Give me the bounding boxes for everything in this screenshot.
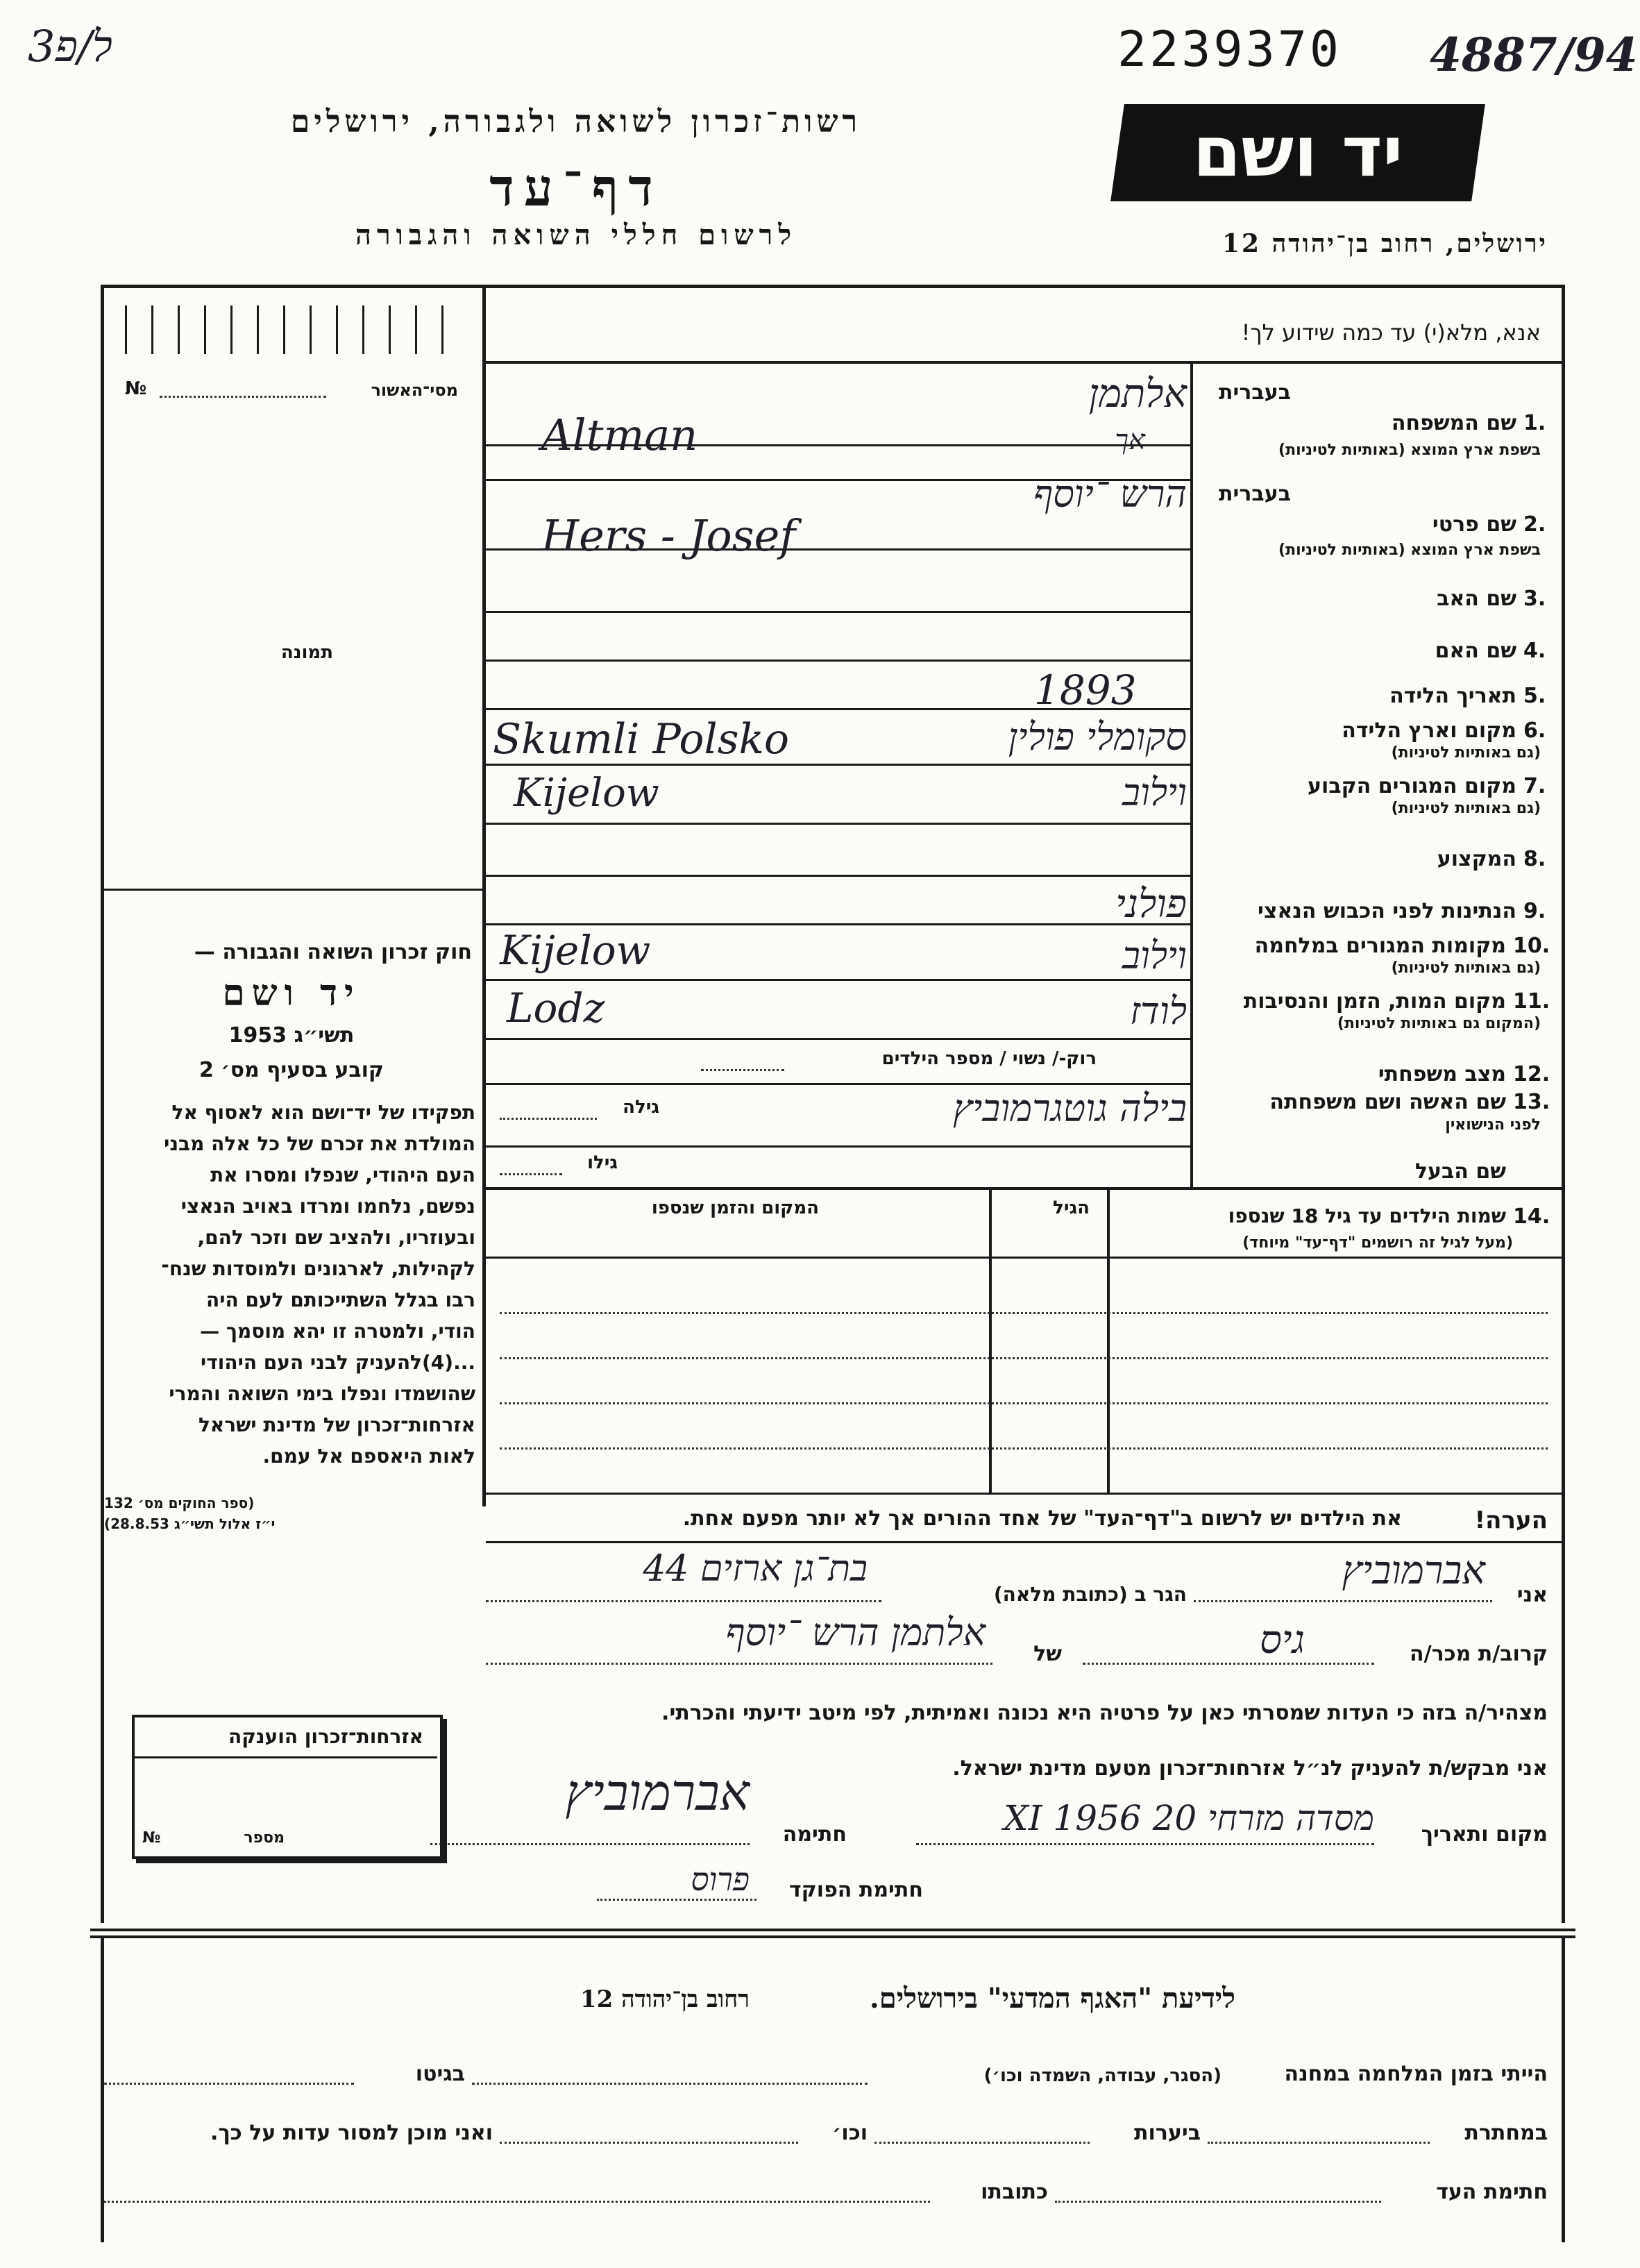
form-intro: אנא, מלא(י) עד כמה שידוע לך! xyxy=(1241,319,1541,346)
law-text: תפקידו של יד־ושם הוא לאסוף אל המולדת את זכרם של כל אלה מבני העם היהודי, שנפלו ומסרו את נפשם, נלחמו ומרדו באויב הנאצי ובעוזריו, ולהציב שם וזכר להם, לקהילות, לארגונים ולמוסדות שנח־ רבו בגלל השתייכותם לעם היה הודי, ולמטרה זו יהא מוסמך — ...(4)להעניק לבני העם היהודי שהושמדו ונפלו בימי השואה והמרי אזרחות־זכרון של מדינת ישראל לאות היאספם אל עמם. xyxy=(161,1101,475,1468)
footer-willing-label: ואני מוכן למסור עדות על כך. xyxy=(210,2121,493,2145)
children-place-col: המקום והזמן שנספו xyxy=(651,1198,819,1218)
decl-request: אני מבקש/ת להעניק לנ״ל אזרחות־זכרון מטעם מדינת ישראל. xyxy=(952,1756,1548,1781)
decl-relative-label: קרוב/ת מכר/ה xyxy=(1410,1642,1548,1666)
entry-surname-mark: אך xyxy=(1115,424,1145,456)
in-hebrew-1: בעברית xyxy=(1219,380,1291,405)
law-heading: חוק זכרון השואה והגבורה — xyxy=(194,940,472,964)
decl-of-name-hw: אלתמן הרש ־יוסף xyxy=(725,1611,986,1654)
footer-witness-sign-label: חתימת העד xyxy=(1436,2180,1548,2204)
entry-wartime-lat: Kijelow xyxy=(500,927,651,974)
citizenship-box-number: מספר xyxy=(244,1829,285,1847)
wife-age-label: גילה xyxy=(623,1097,659,1118)
field-3-label: שם האב xyxy=(1437,587,1516,611)
footer-witness-address-label: כתובתו xyxy=(981,2180,1048,2204)
field-6-label: מקום וארץ הלידה xyxy=(1342,719,1516,743)
entry-surname-lat: Altman xyxy=(541,410,698,460)
field-5-label: תאריך הלידה xyxy=(1389,684,1516,708)
place-date-hw: מסדה מזרחי 20 XI 1956 xyxy=(1004,1798,1374,1838)
entry-given-he: הרש ־יוסף xyxy=(1033,472,1187,516)
citizenship-box-no: № xyxy=(142,1829,161,1847)
field-11-sub: (המקום גם באותיות לטיניות) xyxy=(1337,1015,1541,1032)
archive-mark: 3ל/פ xyxy=(28,21,112,72)
field-12-label: מצב משפחתי xyxy=(1378,1062,1506,1086)
note-label: הערה! xyxy=(1474,1506,1548,1534)
children-sub: (מעל לגיל זה רושמים "דף־עד" מיוחד) xyxy=(1242,1234,1513,1252)
field-1-sub: בשפת ארץ המוצא (באותיות לטיניות) xyxy=(1278,442,1541,459)
in-hebrew-2: בעברית xyxy=(1219,482,1291,506)
entry-nationality: פולני xyxy=(1115,882,1187,927)
registration-boxes xyxy=(125,305,444,354)
decl-i-am: אני xyxy=(1516,1583,1548,1607)
marital-options: רוק-/ נשוי / מספר הילדים xyxy=(881,1048,1097,1069)
footer-etc-label: וכו׳ xyxy=(832,2121,868,2145)
law-section: קובע בסעיף מס׳ 2 xyxy=(198,1058,384,1082)
handwritten-number: 4887/94 xyxy=(1430,28,1638,82)
field-3-num: 3. xyxy=(1523,587,1546,611)
field-6-sub: (גם באותיות לטיניות) xyxy=(1391,744,1541,762)
law-year: תשי״ג 1953 xyxy=(228,1023,355,1048)
field-11-num: 11. xyxy=(1513,989,1550,1014)
decl-resident-label: הגר ב (כתובת מלאה) xyxy=(993,1583,1187,1606)
decl-statement: מצהיר/ה בזה כי העדות שמסרתי כאן על פרטיה היא נכונה ואמיתית, לפי מיטב ידיעתי והכרתי. xyxy=(661,1701,1548,1725)
field-1-num: 1. xyxy=(1523,411,1546,435)
field-1-label: שם המשפחה xyxy=(1391,411,1516,435)
field-5-num: 5. xyxy=(1523,684,1546,708)
field-10-sub: (גם באותיות לטיניות) xyxy=(1391,959,1541,977)
husband-age-label: גילו xyxy=(587,1152,618,1173)
decl-relation-hw: גיס xyxy=(1259,1618,1305,1663)
entry-residence-he: וילוב xyxy=(1122,771,1187,814)
footer-ghetto-label: בגיטו xyxy=(415,2062,465,2086)
place-date-label: מקום ותאריך xyxy=(1421,1822,1548,1847)
entry-birthplace-he: סקומלי פולין xyxy=(1008,715,1187,759)
field-8-num: 8. xyxy=(1523,847,1546,871)
children-label: שמות הילדים עד גיל 18 שנספו xyxy=(1228,1204,1506,1227)
entry-birthplace-lat: Skumli Polsko xyxy=(493,715,789,764)
field-13-sub: לפני הנישואין xyxy=(1445,1116,1541,1134)
husband-label: שם הבעל xyxy=(1414,1159,1506,1184)
signature-label: חתימה xyxy=(782,1822,847,1847)
officer-signature-hw: פרוס xyxy=(691,1860,750,1898)
entry-residence-lat: Kijelow xyxy=(514,771,659,816)
field-2-label: שם פרטי xyxy=(1432,512,1516,537)
decl-address-hw: בת־גן ארזים 44 xyxy=(643,1548,868,1590)
children-num: 14. xyxy=(1513,1204,1550,1229)
header-address: ירושלים, רחוב בן־יהודה 12 xyxy=(1221,229,1548,258)
form-subtitle: לרשום חללי השואה והגבורה xyxy=(355,219,797,251)
signature-hw: אברמוביץ xyxy=(565,1763,750,1822)
entry-death-lat: Lodz xyxy=(507,984,605,1032)
field-7-num: 7. xyxy=(1523,774,1546,798)
children-age-col: הגיל xyxy=(1053,1198,1090,1218)
field-13-label: שם האשה ושם משפחתה xyxy=(1269,1090,1506,1114)
entry-wartime-he: וילוב xyxy=(1122,934,1187,977)
form-title: דף־עד xyxy=(489,158,663,218)
field-10-num: 10. xyxy=(1513,934,1550,958)
decl-name-hw: אברמוביץ xyxy=(1342,1548,1485,1593)
field-2-num: 2. xyxy=(1523,512,1546,537)
field-4-label: שם האם xyxy=(1435,639,1516,663)
entry-surname-he: אלתמן xyxy=(1088,371,1187,417)
footer-underground-label: במחתרת xyxy=(1464,2121,1548,2145)
field-2-sub: בשפת ארץ המוצא (באותיות לטיניות) xyxy=(1278,541,1541,559)
footer-camp-types: (הסגר, עבודה, השמדה וכו׳) xyxy=(983,2065,1221,2086)
photo-label: תמונה xyxy=(280,642,333,663)
field-11-label: מקום המות, הזמן והנסיבות xyxy=(1243,989,1506,1014)
footer-forests-label: ביערות xyxy=(1134,2121,1201,2145)
footer-title: לידיעת "האגף המדעי" בירושלים. xyxy=(869,1982,1235,2015)
field-12-num: 12. xyxy=(1513,1062,1550,1086)
logo-text: יד ושם xyxy=(1192,111,1403,192)
law-source: (ספר החוקים מס׳ 132 י״ז אלול תשי״ג 28.8.53) xyxy=(104,1495,276,1532)
entry-given-lat: Hers - Josef xyxy=(541,510,796,561)
field-7-sub: (גם באותיות לטיניות) xyxy=(1391,800,1541,817)
field-9-num: 9. xyxy=(1523,899,1546,923)
decl-of-label: של xyxy=(1033,1642,1062,1666)
field-13-num: 13. xyxy=(1513,1090,1550,1114)
citizenship-box-title: אזרחות־זכרון הוענקה xyxy=(228,1725,423,1748)
officer-signature-label: חתימת הפוקד xyxy=(789,1878,923,1902)
footer-address: רחוב בן־יהודה 12 xyxy=(580,1985,750,2013)
entry-death-he: לודז xyxy=(1129,989,1187,1033)
field-8-label: המקצוע xyxy=(1437,847,1516,871)
reg-no-sign: № xyxy=(125,378,147,399)
reg-no-label: מסי־האשור xyxy=(371,380,458,400)
document-number: 2239370 xyxy=(1117,21,1342,78)
field-10-label: מקומות המגורים במלחמה xyxy=(1254,934,1506,958)
authority-title: רשות־זכרון לשואה ולגבורה, ירושלים xyxy=(290,104,862,140)
footer-camp-label: הייתי בזמן המלחמה במחנה xyxy=(1284,2062,1548,2086)
field-4-num: 4. xyxy=(1523,639,1546,663)
entry-wife: בילה גוטגרמוביץ xyxy=(953,1086,1187,1130)
entry-birth-date: 1893 xyxy=(1034,666,1137,714)
note-text: את הילדים יש לרשום ב"דף־העד" של אחד ההורים אך לא יותר מפעם אחת. xyxy=(682,1506,1402,1531)
field-6-num: 6. xyxy=(1523,719,1546,743)
field-7-label: מקום המגורים הקבוע xyxy=(1308,774,1516,798)
field-9-label: הנתינות לפני הכבוש הנאצי xyxy=(1258,899,1516,923)
law-name: יד ושם xyxy=(222,972,361,1014)
